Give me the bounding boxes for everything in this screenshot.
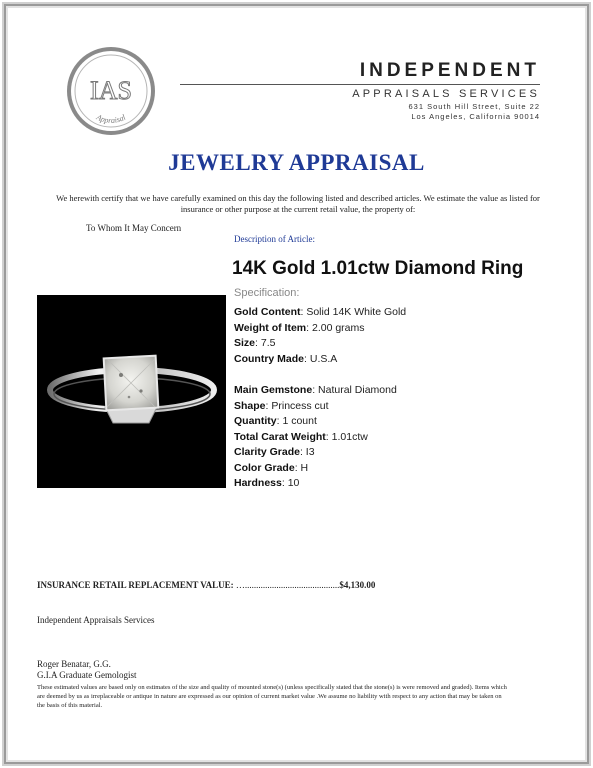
svg-text:Appraisal: Appraisal	[94, 112, 128, 125]
description-label: Description of Article:	[234, 234, 315, 244]
replacement-value-amount: $4,130.00	[339, 580, 376, 590]
spec-weight: Weight of Item: 2.00 grams	[234, 321, 365, 334]
company-address-line1: 631 South Hill Street, Suite 22	[408, 102, 540, 111]
company-name: INDEPENDENT	[359, 60, 540, 81]
ring-image	[37, 295, 226, 488]
signer-title: G.I.A Graduate Gemologist	[37, 670, 137, 680]
spec-size: Size: 7.5	[234, 337, 276, 349]
company-address-line2: Los Angeles, California 90014	[411, 112, 540, 121]
spec-shape: Shape: Princess cut	[234, 399, 329, 412]
property-owner: To Whom It May Concern	[86, 223, 182, 233]
disclaimer-text: These estimated values are based only on estimates of the size and quality of mounted stone(s) (unless specifically stated that the stone(s) is were removed and graded). Items which are deemed by us as irreplaceable or antique in nature are expressed as our opinion of current market value .We assume no liability with respect to any action that may be taken on the basis of this material.	[37, 684, 507, 709]
svg-text:IAS: IAS	[90, 76, 132, 105]
spec-main-gemstone: Main Gemstone: Natural Diamond	[234, 384, 397, 396]
spec-gold-content: Gold Content: Solid 14K White Gold	[234, 306, 407, 318]
ias-logo	[64, 44, 158, 138]
company-subtitle: APPRAISALS SERVICES	[352, 88, 540, 100]
specifications-list	[234, 305, 406, 492]
signer-name: Roger Benatar, G.G.	[37, 659, 111, 669]
spec-total-carat: Total Carat Weight: 1.01ctw	[234, 430, 368, 443]
item-title: 14K Gold 1.01ctw Diamond Ring	[232, 258, 524, 279]
spec-country: Country Made: U.S.A	[234, 352, 338, 365]
document-title: JEWELRY APPRAISAL	[168, 150, 425, 175]
spec-color: Color Grade: H	[234, 461, 309, 474]
signer-block	[37, 659, 136, 681]
footer-company: Independent Appraisals Services	[37, 615, 155, 625]
spec-hardness: Hardness: 10	[234, 477, 300, 489]
ring-photo	[37, 295, 226, 488]
company-header	[180, 60, 540, 122]
spec-spacer	[234, 367, 406, 383]
ias-logo-seal	[64, 44, 158, 138]
spec-quantity: Quantity: 1 count	[234, 415, 317, 427]
certification-text: We herewith certify that we have carefully examined on this day the following listed and described articles. We estimate the value as listed for insurance or other purpose at the current retail value, the property of:	[56, 193, 540, 214]
replacement-value	[37, 580, 375, 590]
spec-clarity: Clarity Grade: I3	[234, 446, 315, 458]
replacement-value-leader: …..........................................	[235, 580, 340, 590]
replacement-value-label: INSURANCE RETAIL REPLACEMENT VALUE:	[37, 580, 234, 590]
header-rule	[180, 84, 540, 85]
specification-label: Specification:	[234, 287, 300, 299]
